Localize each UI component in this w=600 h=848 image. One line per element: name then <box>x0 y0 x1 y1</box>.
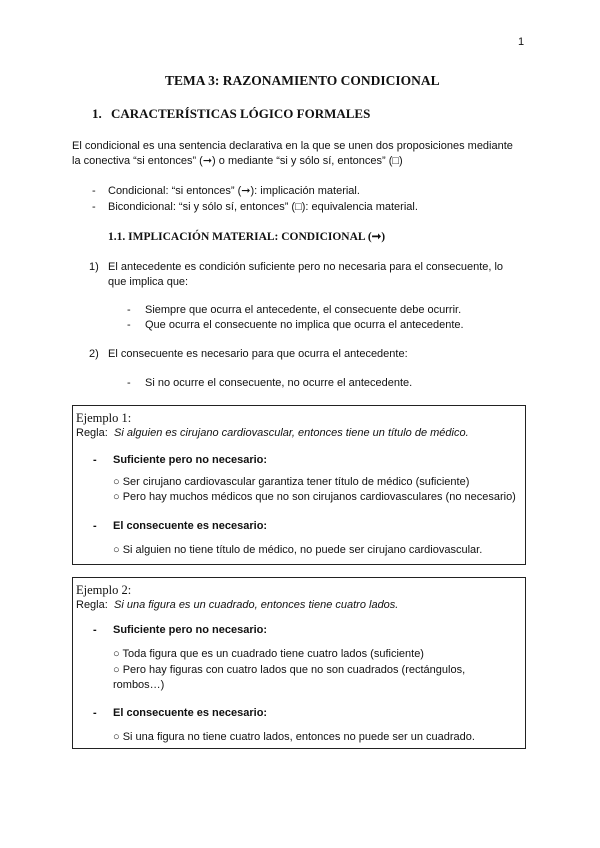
section-1-heading: CARACTERÍSTICAS LÓGICO FORMALES <box>111 106 371 121</box>
example-2-heading-2: El consecuente es necesario: <box>113 707 268 719</box>
example-1-heading-1: Suficiente pero no necesario: <box>113 454 268 466</box>
example-2-heading-1: Suficiente pero no necesario: <box>113 624 268 636</box>
section-1-1-heading: 1.1. IMPLICACIÓN MATERIAL: CONDICIONAL (➞) <box>108 231 386 243</box>
intro-line-1: El condicional es una sentencia declarativa en la que se unen dos proposiciones mediante <box>72 140 513 152</box>
section-1-number: 1. <box>92 106 102 121</box>
example-1-item-1: ○ Ser cirujano cardiovascular garantiza tener título de médico (suficiente) <box>113 476 470 488</box>
point-2-number: 2) <box>89 348 99 360</box>
sub-bullet: - <box>127 304 131 316</box>
example-2-item-1: ○ Toda figura que es un cuadrado tiene cuatro lados (suficiente) <box>113 648 424 660</box>
def-bullet: - <box>92 201 96 213</box>
page-number: 1 <box>518 36 525 48</box>
bullet: - <box>93 454 97 466</box>
sub-bullet: - <box>127 377 131 389</box>
point-1-line-1: El antecedente es condición suficiente pero no necesaria para el consecuente, lo <box>108 261 504 273</box>
page-title: TEMA 3: RAZONAMIENTO CONDICIONAL <box>165 73 440 88</box>
bullet: - <box>93 624 97 636</box>
example-2-title: Ejemplo 2: <box>76 583 132 597</box>
intro-line-2: la conectiva “si entonces” (➞) o mediante “si y sólo sí, entonces” (□) <box>72 155 403 167</box>
example-1-title: Ejemplo 1: <box>76 411 132 425</box>
point-2-sub-1: Si no ocurre el consecuente, no ocurre el antecedente. <box>145 377 413 389</box>
example-1-item-3: ○ Si alguien no tiene título de médico, no puede ser cirujano cardiovascular. <box>113 544 483 556</box>
example-2-item-2: ○ Pero hay figuras con cuatro lados que no son cuadrados (rectángulos, <box>113 664 466 676</box>
example-1-heading-2: El consecuente es necesario: <box>113 520 268 532</box>
def-condicional: Condicional: “si entonces” (➞): implicación material. <box>108 185 360 197</box>
example-2-item-3: ○ Si una figura no tiene cuatro lados, entonces no puede ser un cuadrado. <box>113 731 475 743</box>
example-1-rule-label: Regla: <box>76 427 108 439</box>
point-1-number: 1) <box>89 261 99 273</box>
point-2-line-1: El consecuente es necesario para que ocurra el antecedente: <box>108 348 408 360</box>
example-2-item-2-cont: rombos…) <box>113 679 165 691</box>
example-2-rule-label: Regla: <box>76 599 108 611</box>
example-1-item-2: ○ Pero hay muchos médicos que no son cirujanos cardiovasculares (no necesario) <box>113 491 516 503</box>
def-bullet: - <box>92 185 96 197</box>
bullet: - <box>93 707 97 719</box>
example-2-rule-text: Si una figura es un cuadrado, entonces tiene cuatro lados. <box>114 599 399 611</box>
example-1-rule-text: Si alguien es cirujano cardiovascular, entonces tiene un título de médico. <box>114 427 469 439</box>
sub-bullet: - <box>127 319 131 331</box>
point-1-line-2: que implica que: <box>108 276 189 288</box>
point-1-sub-2: Que ocurra el consecuente no implica que ocurra el antecedente. <box>145 319 464 331</box>
bullet: - <box>93 520 97 532</box>
def-bicondicional: Bicondicional: “si y sólo sí, entonces” (□): equivalencia material. <box>108 201 418 213</box>
point-1-sub-1: Siempre que ocurra el antecedente, el consecuente debe ocurrir. <box>145 304 462 316</box>
